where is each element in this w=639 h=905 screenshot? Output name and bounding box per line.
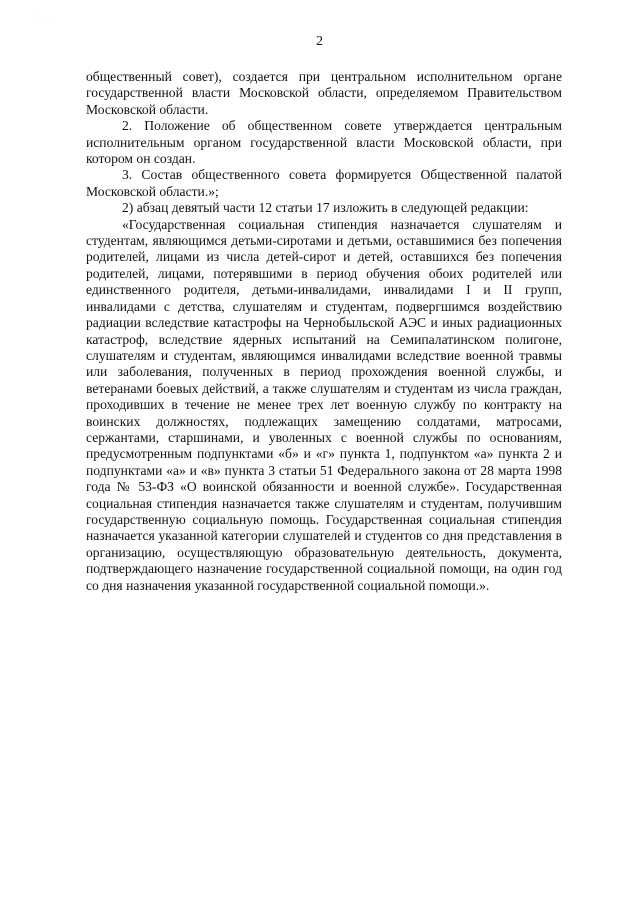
paragraph-item-2: 2. Положение об общественном совете утверждается центральным исполнительным органом государственной власти Московской области, при котором он создан.	[86, 118, 562, 167]
paragraph-item-3: 3. Состав общественного совета формируется Общественной палатой Московской области.»;	[86, 167, 562, 199]
paragraph-continuation: общественный совет), создается при центральном исполнительном органе государственной власти Московской области, определяемом Правительством Московской области.	[86, 69, 562, 117]
paragraph-stipend-text: «Государственная социальная стипендия назначается слушателям и студентам, являющимся детьми-сиротами и детьми, оставшимися без попечения родителей, лицами из числа детей-сирот и детей, оставшихся без попечения родителей, лицами, потерявшими в период обучения обоих родителей или единственного родителя, детьми-инвалидами, инвалидами I и II групп, инвалидами с детства, слушателям и студентам, подвергшимся воздействию радиации вследствие катастрофы на Чернобыльской АЭС и иных радиационных катастроф, вследствие ядерных испытаний на Семипалатинском полигоне, слушателям и студентам, являющимся инвалидами вследствие военной травмы или заболевания, полученных в период прохождения военной службы, и ветеранами боевых действий, а также слушателям и студентам из числа граждан, проходивших в течение не менее трех лет военную службу по контракту на воинских должностях, подлежащих замещению солдатами, матросами, сержантами, старшинами, и уволенных с военной службы по основаниям, предусмотренным подпунктами «б» и «г» пункта 1, подпунктом «а» пункта 2 и подпунктами «а» и «в» пункта 3 статьи 51 Федерального закона от 28 марта 1998 года № 53-ФЗ «О воинской обязанности и военной службе». Государственная социальная стипендия назначается также слушателям и студентам, получившим государственную социальную помощь. Государственная социальная стипендия назначается указанной категории слушателей и студентов со дня представления в организацию, осуществляющую образовательную деятельность, документа, подтверждающего назначение государственной социальной помощи, на один год со дня назначения указанной государственной социальной помощи.».	[86, 216, 562, 593]
document-body	[86, 69, 562, 594]
page-number: 2	[316, 34, 323, 49]
paragraph-amendment-2: 2) абзац девятый части 12 статьи 17 изложить в следующей редакции:	[122, 200, 529, 216]
scan-speck-mark: ·	[34, 14, 36, 20]
scan-speck-mark: `	[47, 18, 49, 24]
